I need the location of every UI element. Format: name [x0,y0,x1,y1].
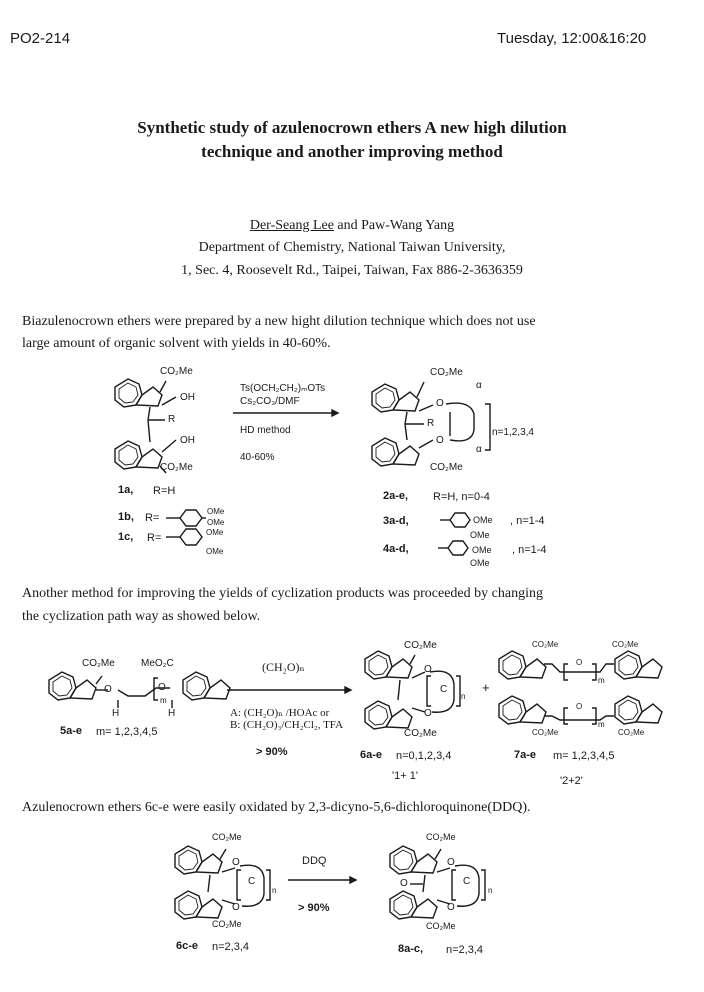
s1-reagent-2: Cs₂CO₃/DMF [240,396,300,407]
s1-prod-o-top: O [436,398,444,409]
s3-sm-co2me-top: CO₂Me [212,832,242,842]
cmp-1b-ome-2: OMe [207,518,225,527]
s3-sm-co2me-bot: CO₂Me [212,919,242,929]
s1-prod-co2me-bot: CO₂Me [430,462,463,473]
s1-prod-alpha-bot: α [476,444,482,455]
cmp-2ae-label: 2a-e, [383,490,409,502]
cmp-1c-ome-2: OMe [206,547,224,556]
paragraph-3-line-1: Azulenocrown ethers 6c-e were easily oxidated by 2,3-dicyno-5,6-dichloroquinone(DDQ). [22,800,531,815]
title-line-2: technique and another improving method [201,142,503,161]
cmp-7ae-m: m= 1,2,3,4,5 [553,750,615,762]
s3-sm-c: C [248,876,256,887]
s2-reagent: (CH₂O)ₙ [262,660,305,674]
s3-sm-o-top: O [232,857,240,868]
cmp-1a-label: 1a, [118,484,134,496]
s2-sm-co2me: CO₂Me [82,658,115,669]
cmp-6ae-label: 6a-e [360,749,383,761]
cmp-5ae-label: 5a-e [60,725,83,737]
s2-plus: + [482,680,490,695]
cmp-3ad-label: 3a-d, [383,515,409,527]
s1-prod-r: R [427,418,435,429]
s3-p-o-bot: O [447,902,455,913]
cmp-4ad-ome-2: OMe [472,545,492,555]
s2-sm-meo2c: MeO₂C [141,658,174,669]
s1-sm-co2me-top: CO₂Me [160,366,193,377]
s2-condition-b: B: (CH₂O)₃/CH₂Cl₂, TFA [230,719,344,731]
cmp-6ce-n: n=2,3,4 [212,941,250,953]
s2-yield: > 90% [256,746,288,758]
s3-reagent: DDQ [302,855,327,867]
affiliation-dept: Department of Chemistry, National Taiwan University, [198,240,506,255]
s1-reagent-1: Ts(OCH₂CH₂)ₘOTs [240,383,326,394]
s2-p7-co2me-1: CO₂Me [532,640,559,649]
s2-p7-co2me-4: CO₂Me [618,728,645,737]
cmp-2ae-r: R=H, n=0-4 [433,491,490,503]
s2-sm-h-2: H [168,708,176,719]
s3-yield: > 90% [298,902,330,914]
s1-method: HD method [240,425,291,436]
s1-prod-n: n=1,2,3,4 [492,427,534,438]
s2-p6-o-top: O [424,664,432,675]
paragraph-2-line-2: the cyclization path way as showed below. [22,609,261,624]
s2-p7-m-2: m [598,720,605,729]
s1-prod-co2me-top: CO₂Me [430,367,463,378]
scheme3-sm-structure [175,846,270,919]
s1-sm-oh-top: OH [180,392,195,403]
s2-p6-n: n [461,692,466,701]
scheme1-sm-structure [115,379,176,473]
title-line-1: Synthetic study of azulenocrown ethers A new high dilution [137,118,567,137]
s2-p6-c: C [440,684,448,695]
s3-p-o-top: O [447,857,455,868]
s3-p-n: n [488,886,493,895]
s2-p7-co2me-3: CO₂Me [532,728,559,737]
s1-prod-alpha-top: α [476,380,482,391]
s2-p7-o-1: O [576,658,583,667]
cmp-1b-ome-1: OMe [207,507,225,516]
cmp-6ce-label: 6c-e [176,940,199,952]
cmp-1b-label: 1b, [118,511,134,523]
scheme2-sm-structure [49,672,230,708]
session-time: Tuesday, 12:00&16:20 [497,30,647,47]
cmp-1a-r: R=H [153,485,176,497]
affiliation-address: 1, Sec. 4, Roosevelt Rd., Taipei, Taiwan, Fax 886-2-3636359 [181,263,523,278]
s3-p-ketone-o: O [400,878,408,889]
cmp-4ad-label: 4a-d, [383,543,409,555]
cmp-8ac-label: 8a-c, [398,943,424,955]
s2-p7-o-2: O [576,702,583,711]
s2-condition-a: A: (CH₂O)ₙ /HOAc or [230,707,330,719]
s1-sm-co2me-bot: CO₂Me [160,462,193,473]
s2-p7-co2me-2: CO₂Me [612,640,639,649]
s2-sm-m: m [160,696,167,705]
cmp-8ac-n: n=2,3,4 [446,944,484,956]
presenting-author: Der-Seang Lee [249,218,334,233]
s2-p6-co2me-top: CO₂Me [404,640,437,651]
paragraph-2-line-1: Another method for improving the yields of cyclization products was proceeded by changing [22,586,543,601]
cmp-6ae-n: n=0,1,2,3,4 [396,750,452,762]
cmp-1c-r: R= [147,532,162,544]
cmp-3ad-n: , n=1-4 [510,515,545,527]
s2-p7-m-1: m [598,676,605,685]
paragraph-1-line-2: large amount of organic solvent with yields in 40-60%. [22,336,331,351]
s2-p7-ratio: '2+2' [560,775,583,787]
s2-p6-ratio: '1+ 1' [392,770,418,782]
coauthor: and Paw-Wang Yang [333,218,455,233]
s3-sm-n: n [272,886,277,895]
cmp-3ad-ome: OMe [473,515,493,525]
s2-p6-o-bot: O [424,708,432,719]
cmp-4ad-ome-3: OMe [470,558,490,568]
s1-sm-oh-bot: OH [180,435,195,446]
s1-yield: 40-60% [240,452,275,463]
s3-sm-o-bot: O [232,902,240,913]
s2-sm-o-2: O [158,682,166,693]
cmp-4ad-n: , n=1-4 [512,544,547,556]
s2-sm-o-1: O [104,684,112,695]
s3-p-co2me-bot: CO₂Me [426,921,456,931]
cmp-7ae-label: 7a-e [514,749,537,761]
cmp-5ae-m: m= 1,2,3,4,5 [96,726,158,738]
s2-sm-h-1: H [112,708,120,719]
s2-p6-co2me-bot: CO₂Me [404,728,437,739]
paragraph-1-line-1: Biazulenocrown ethers were prepared by a new hight dilution technique which does not use [22,314,536,329]
cmp-1c-label: 1c, [118,531,134,543]
cmp-1c-ome-1: OMe [206,528,224,537]
cmp-4ad-ome-1: OMe [470,530,490,540]
s3-p-co2me-top: CO₂Me [426,832,456,842]
cmp-1b-r: R= [145,512,160,524]
poster-code: PO2-214 [10,30,71,47]
s3-p-c: C [463,876,471,887]
s1-prod-o-bot: O [436,435,444,446]
s1-sm-r: R [168,414,176,425]
